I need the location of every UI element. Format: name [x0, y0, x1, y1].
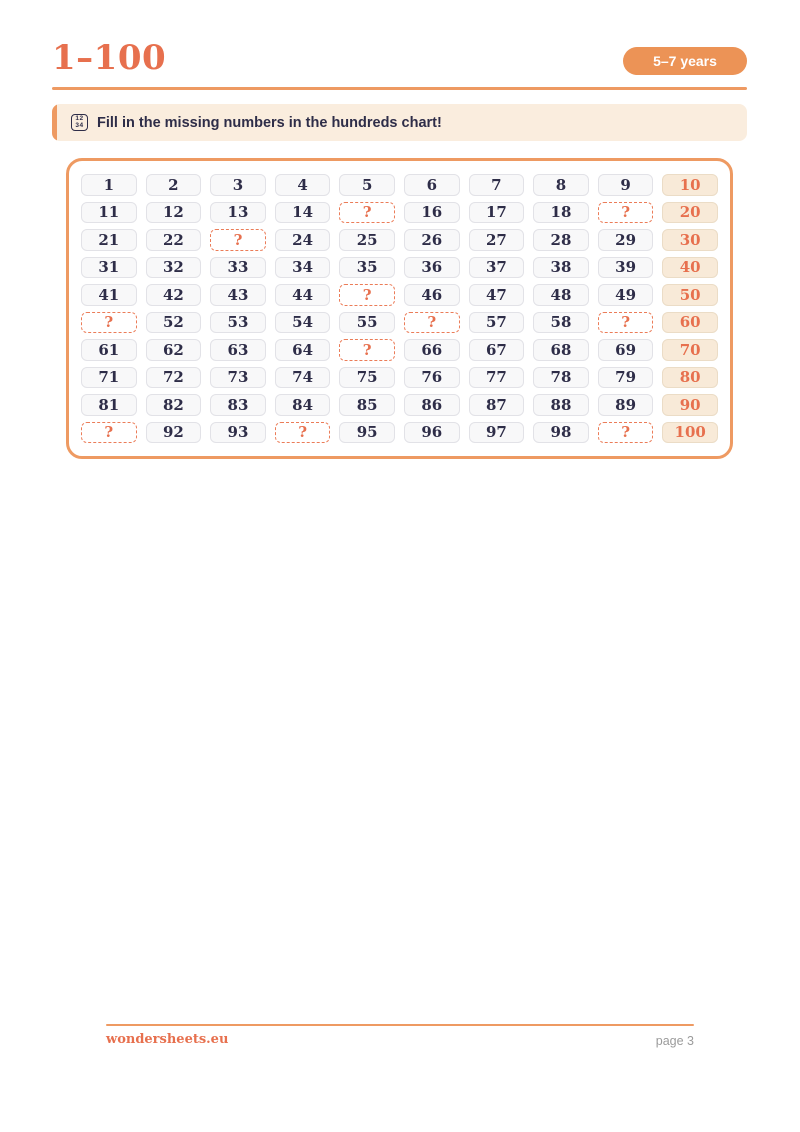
number-cell: 96 [404, 422, 460, 444]
number-cell: 82 [146, 394, 202, 416]
number-cell: 78 [533, 367, 589, 389]
number-cell: 2 [146, 174, 202, 196]
number-cell: 17 [469, 202, 525, 224]
number-cell: 95 [339, 422, 395, 444]
number-cell: 53 [210, 312, 266, 334]
number-cell: 9 [598, 174, 654, 196]
number-cell: 85 [339, 394, 395, 416]
number-cell: 16 [404, 202, 460, 224]
number-cell: 81 [81, 394, 137, 416]
number-cell: 84 [275, 394, 331, 416]
number-cell: 92 [146, 422, 202, 444]
number-cell: 25 [339, 229, 395, 251]
number-cell: 32 [146, 257, 202, 279]
number-cell: 69 [598, 339, 654, 361]
number-cell: 8 [533, 174, 589, 196]
number-cell: 73 [210, 367, 266, 389]
number-cell: 64 [275, 339, 331, 361]
number-cell: 74 [275, 367, 331, 389]
brand-text: wondersheets.eu [106, 1032, 229, 1047]
number-cell: 28 [533, 229, 589, 251]
missing-number-cell: ? [598, 202, 654, 224]
numbers-1234-icon [71, 114, 88, 131]
number-cell: 31 [81, 257, 137, 279]
number-cell: 18 [533, 202, 589, 224]
missing-number-cell: ? [339, 284, 395, 306]
missing-number-cell: ? [210, 229, 266, 251]
number-cell: 57 [469, 312, 525, 334]
number-cell: 68 [533, 339, 589, 361]
number-cell: 4 [275, 174, 331, 196]
number-cell: 14 [275, 202, 331, 224]
missing-number-cell: ? [81, 422, 137, 444]
number-cell: 7 [469, 174, 525, 196]
number-cell: 33 [210, 257, 266, 279]
number-cell: 3 [210, 174, 266, 196]
number-cell: 70 [662, 339, 718, 361]
number-cell: 93 [210, 422, 266, 444]
number-cell: 21 [81, 229, 137, 251]
number-cell: 38 [533, 257, 589, 279]
number-cell: 48 [533, 284, 589, 306]
number-cell: 43 [210, 284, 266, 306]
number-cell: 52 [146, 312, 202, 334]
number-cell: 35 [339, 257, 395, 279]
number-cell: 86 [404, 394, 460, 416]
number-cell: 40 [662, 257, 718, 279]
number-cell: 71 [81, 367, 137, 389]
missing-number-cell: ? [81, 312, 137, 334]
number-cell: 29 [598, 229, 654, 251]
number-cell: 83 [210, 394, 266, 416]
number-cell: 49 [598, 284, 654, 306]
number-cell: 98 [533, 422, 589, 444]
number-cell: 76 [404, 367, 460, 389]
number-cell: 79 [598, 367, 654, 389]
number-cell: 5 [339, 174, 395, 196]
number-cell: 20 [662, 202, 718, 224]
number-cell: 12 [146, 202, 202, 224]
number-cell: 60 [662, 312, 718, 334]
number-cell: 55 [339, 312, 395, 334]
number-cell: 75 [339, 367, 395, 389]
missing-number-cell: ? [598, 312, 654, 334]
number-cell: 100 [662, 422, 718, 444]
missing-number-cell: ? [404, 312, 460, 334]
number-cell: 27 [469, 229, 525, 251]
number-cell: 1 [81, 174, 137, 196]
number-cell: 41 [81, 284, 137, 306]
missing-number-cell: ? [339, 202, 395, 224]
number-cell: 34 [275, 257, 331, 279]
hundreds-chart [66, 158, 733, 459]
number-cell: 37 [469, 257, 525, 279]
missing-number-cell: ? [339, 339, 395, 361]
number-cell: 90 [662, 394, 718, 416]
number-cell: 50 [662, 284, 718, 306]
number-cell: 11 [81, 202, 137, 224]
numbers-icon-top-row: 12 [75, 115, 84, 122]
footer-divider [106, 1024, 694, 1026]
number-cell: 80 [662, 367, 718, 389]
instruction-banner [52, 104, 747, 141]
number-cell: 22 [146, 229, 202, 251]
header-divider [52, 87, 747, 90]
number-cell: 39 [598, 257, 654, 279]
number-cell: 88 [533, 394, 589, 416]
number-cell: 77 [469, 367, 525, 389]
number-cell: 67 [469, 339, 525, 361]
number-cell: 89 [598, 394, 654, 416]
number-cell: 44 [275, 284, 331, 306]
number-cell: 10 [662, 174, 718, 196]
number-cell: 6 [404, 174, 460, 196]
number-cell: 61 [81, 339, 137, 361]
number-cell: 36 [404, 257, 460, 279]
number-cell: 42 [146, 284, 202, 306]
page-number: page 3 [655, 1034, 694, 1048]
number-cell: 72 [146, 367, 202, 389]
number-cell: 87 [469, 394, 525, 416]
number-cell: 46 [404, 284, 460, 306]
instruction-text: Fill in the missing numbers in the hundreds chart! [97, 114, 442, 131]
page-title: 1–100 [52, 38, 167, 78]
number-cell: 13 [210, 202, 266, 224]
number-cell: 24 [275, 229, 331, 251]
age-badge: 5–7 years [623, 47, 747, 75]
number-cell: 58 [533, 312, 589, 334]
missing-number-cell: ? [275, 422, 331, 444]
missing-number-cell: ? [598, 422, 654, 444]
number-cell: 66 [404, 339, 460, 361]
number-cell: 97 [469, 422, 525, 444]
number-cell: 47 [469, 284, 525, 306]
number-cell: 62 [146, 339, 202, 361]
number-cell: 30 [662, 229, 718, 251]
number-cell: 26 [404, 229, 460, 251]
number-cell: 54 [275, 312, 331, 334]
number-cell: 63 [210, 339, 266, 361]
numbers-icon-bottom-row: 34 [75, 121, 84, 129]
